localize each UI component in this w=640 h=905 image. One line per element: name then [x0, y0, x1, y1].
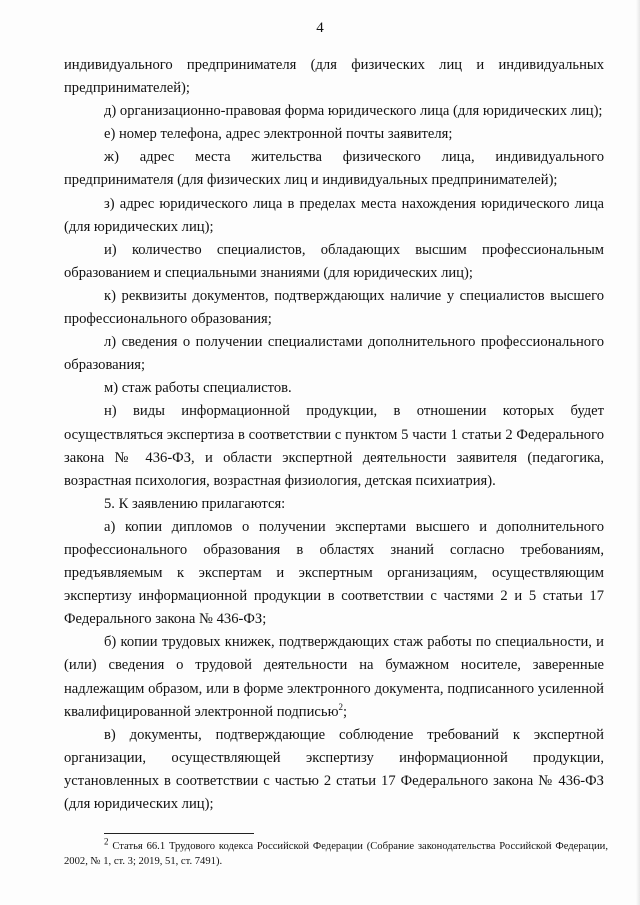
section-5-heading: 5. К заявлению прилагаются: — [104, 495, 286, 512]
footnote-divider — [104, 833, 254, 834]
paragraph-item-n: н) виды информационной продукции, в отношении которых будет осуществляться экспертиза в соответствии с пунктом 5 части 1 статьи 2 Федерального закона № 436-ФЗ, и области экспертной деятельности заявителя (педагогика, возрастная психология, возрастная физиология, детская психиатрия). — [64, 403, 604, 489]
page-number: 4 — [316, 20, 324, 36]
paragraph-item-a: а) копии дипломов о получении экспертами высшего и дополнительного профессионального образования в областях знаний согласно требованиям, предъявляемым к экспертам и экспертным организациям, осуществляющим экспертизу информационной продукции в соответствии с частями 2 и 5 статьи 17 Федерального закона № 436-ФЗ; — [64, 518, 604, 628]
footnote-text: Статья 66.1 Трудового кодекса Российской Федерации (Собрание законодательства Российской Федерации, 2002, № 1, ст. 3; 2019, 51, ст. 7491). — [64, 841, 608, 867]
paragraph-item-e: е) номер телефона, адрес электронной почты заявителя; — [104, 126, 453, 143]
paragraph-item-b — [64, 631, 604, 723]
paragraph-item-z: з) адрес юридического лица в пределах места нахождения юридического лица (для юридических лиц); — [64, 195, 604, 235]
paragraph-item-d: д) организационно-правовая форма юридического лица (для юридических лиц); — [104, 103, 603, 120]
paragraph-item-l: л) сведения о получении специалистами дополнительного профессионального образования; — [64, 334, 604, 374]
document-body — [64, 54, 604, 816]
scan-edge-shadow — [636, 0, 640, 905]
paragraph-item-b-text: б) копии трудовых книжек, подтверждающих стаж работы по специальности, и (или) сведения о трудовой деятельности на бумажном носителе, заверенные надлежащим образом, или в форме электронного документа, подписанного усиленной квалифицированной электронной подписью — [64, 634, 604, 720]
paragraph-item-b-end: ; — [342, 703, 348, 720]
paragraph-item-zh: ж) адрес места жительства физического лица, индивидуального предпринимателя (для физических лиц и индивидуальных предпринимателей); — [64, 149, 604, 189]
paragraph-item-k: к) реквизиты документов, подтверждающих наличие у специалистов высшего профессионального образования; — [64, 287, 604, 328]
paragraph-item-i: и) количество специалистов, обладающих высшим профессиональным образованием и специальными знаниями (для юридических лиц); — [64, 241, 604, 281]
paragraph-item-v: в) документы, подтверждающие соблюдение требований к экспертной организации, осуществляющей экспертизу информационной продукции, установленных в соответствии с частью 2 статьи 17 Федерального закона № 436-ФЗ (для юридических лиц); — [64, 726, 604, 812]
footnote-reference: 2 — [338, 701, 343, 712]
paragraph-item-m: м) стаж работы специалистов. — [104, 380, 292, 397]
paragraph-continuation: индивидуального предпринимателя (для физических лиц и индивидуальных предпринимателей); — [64, 57, 604, 97]
footnote-marker: 2 — [104, 836, 109, 847]
footnote — [64, 836, 608, 869]
